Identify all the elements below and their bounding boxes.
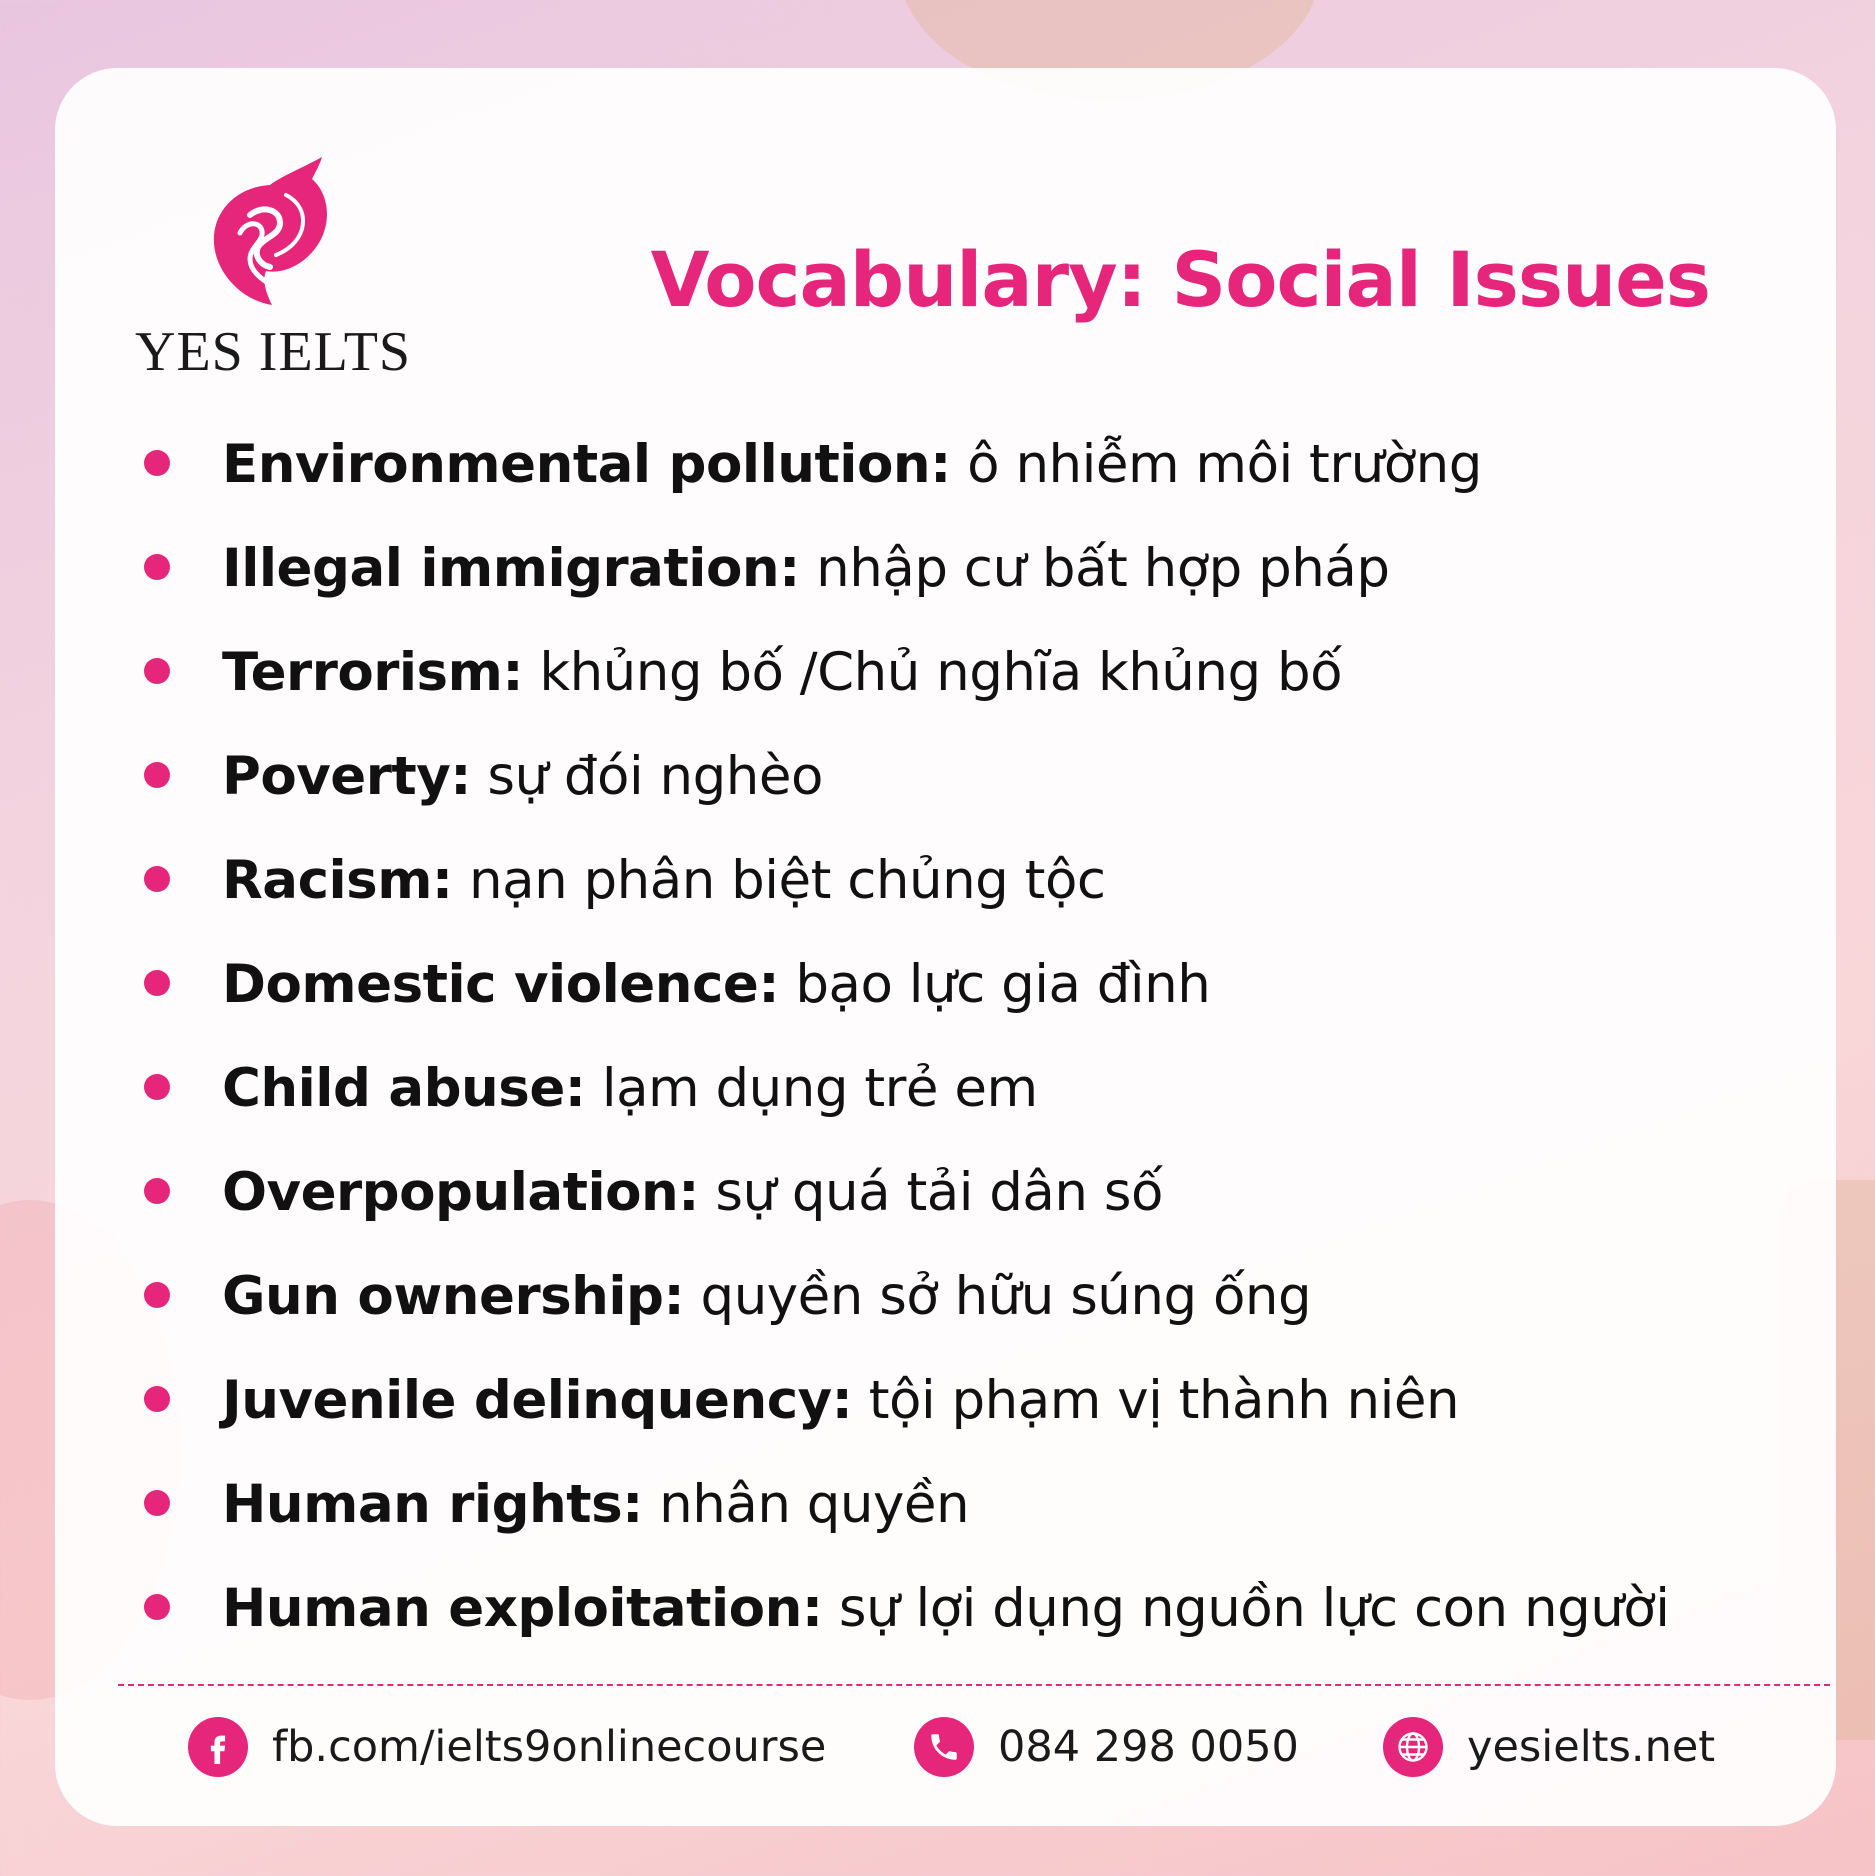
vocab-term: Juvenile delinquency:	[222, 1370, 853, 1431]
bullet-dot	[144, 1178, 170, 1204]
footer-divider	[118, 1684, 1830, 1686]
facebook-icon	[188, 1717, 248, 1777]
facebook-link[interactable]	[188, 1715, 826, 1779]
page-title: Vocabulary: Social Issues	[650, 235, 1710, 324]
vocab-text	[222, 846, 1106, 916]
vocab-item	[140, 1574, 1800, 1678]
phone-link[interactable]	[914, 1715, 1299, 1779]
vocab-meaning: ô nhiễm môi trường	[967, 434, 1482, 495]
vocab-item	[140, 534, 1800, 638]
vocab-term: Human rights:	[222, 1474, 643, 1535]
vocab-meaning: nhập cư bất hợp pháp	[816, 538, 1390, 599]
vocab-meaning: nạn phân biệt chủng tộc	[469, 850, 1106, 911]
vocab-meaning: nhân quyền	[659, 1474, 970, 1535]
bullet-dot	[144, 1386, 170, 1412]
vocab-meaning: bạo lực gia đình	[795, 954, 1211, 1015]
vocab-term: Terrorism:	[222, 642, 524, 703]
vocab-text	[222, 1158, 1163, 1228]
vocab-term: Illegal immigration:	[222, 538, 800, 599]
bullet-dot	[144, 970, 170, 996]
vocab-item	[140, 1470, 1800, 1574]
vocab-item	[140, 1366, 1800, 1470]
vocab-text	[222, 430, 1482, 500]
vocab-term: Environmental pollution:	[222, 434, 951, 495]
bullet-dot	[144, 1594, 170, 1620]
vocab-text	[222, 638, 1342, 708]
phone-icon	[914, 1717, 974, 1777]
vocabulary-list	[140, 430, 1800, 1678]
bullet-dot	[144, 658, 170, 684]
vocab-text	[222, 1366, 1459, 1436]
vocab-text	[222, 534, 1390, 604]
vocab-item	[140, 1262, 1800, 1366]
bullet-dot	[144, 866, 170, 892]
bullet-dot	[144, 554, 170, 580]
vocab-item	[140, 742, 1800, 846]
vocab-term: Gun ownership:	[222, 1266, 685, 1327]
vocab-term: Domestic violence:	[222, 954, 780, 1015]
vocab-term: Overpopulation:	[222, 1162, 699, 1223]
bullet-dot	[144, 450, 170, 476]
vocab-meaning: sự lợi dụng nguồn lực con người	[838, 1578, 1670, 1639]
globe-icon	[1383, 1717, 1443, 1777]
vocab-item	[140, 950, 1800, 1054]
brand-logo[interactable]	[125, 155, 425, 385]
vocab-meaning: tội phạm vị thành niên	[868, 1370, 1460, 1431]
vocab-item	[140, 638, 1800, 742]
bullet-dot	[144, 762, 170, 788]
vocab-text	[222, 950, 1210, 1020]
vocab-meaning: sự đói nghèo	[487, 746, 823, 807]
vocab-text	[222, 1262, 1311, 1332]
vocab-item	[140, 430, 1800, 534]
vocab-item	[140, 1158, 1800, 1262]
vocab-term: Poverty:	[222, 746, 471, 807]
vocab-term: Child abuse:	[222, 1058, 586, 1119]
vocab-meaning: khủng bố /Chủ nghĩa khủng bố	[539, 642, 1343, 703]
vocab-meaning: lạm dụng trẻ em	[601, 1058, 1038, 1119]
bullet-dot	[144, 1074, 170, 1100]
bullet-dot	[144, 1282, 170, 1308]
website-link[interactable]	[1383, 1715, 1715, 1779]
vocab-term: Racism:	[222, 850, 453, 911]
bullet-dot	[144, 1490, 170, 1516]
phoenix-logo-icon	[210, 155, 335, 305]
facebook-url: fb.com/ielts9onlinecourse	[272, 1722, 827, 1772]
vocab-meaning: quyền sở hữu súng ống	[700, 1266, 1312, 1327]
phone-number: 084 298 0050	[998, 1722, 1299, 1772]
vocab-meaning: sự quá tải dân số	[715, 1162, 1163, 1223]
vocab-text	[222, 1574, 1669, 1644]
brand-name: YES IELTS	[135, 321, 412, 383]
vocab-text	[222, 1470, 969, 1540]
website-url: yesielts.net	[1467, 1722, 1716, 1772]
vocab-item	[140, 1054, 1800, 1158]
vocab-item	[140, 846, 1800, 950]
vocab-text	[222, 742, 823, 812]
vocab-text	[222, 1054, 1038, 1124]
vocab-term: Human exploitation:	[222, 1578, 823, 1639]
